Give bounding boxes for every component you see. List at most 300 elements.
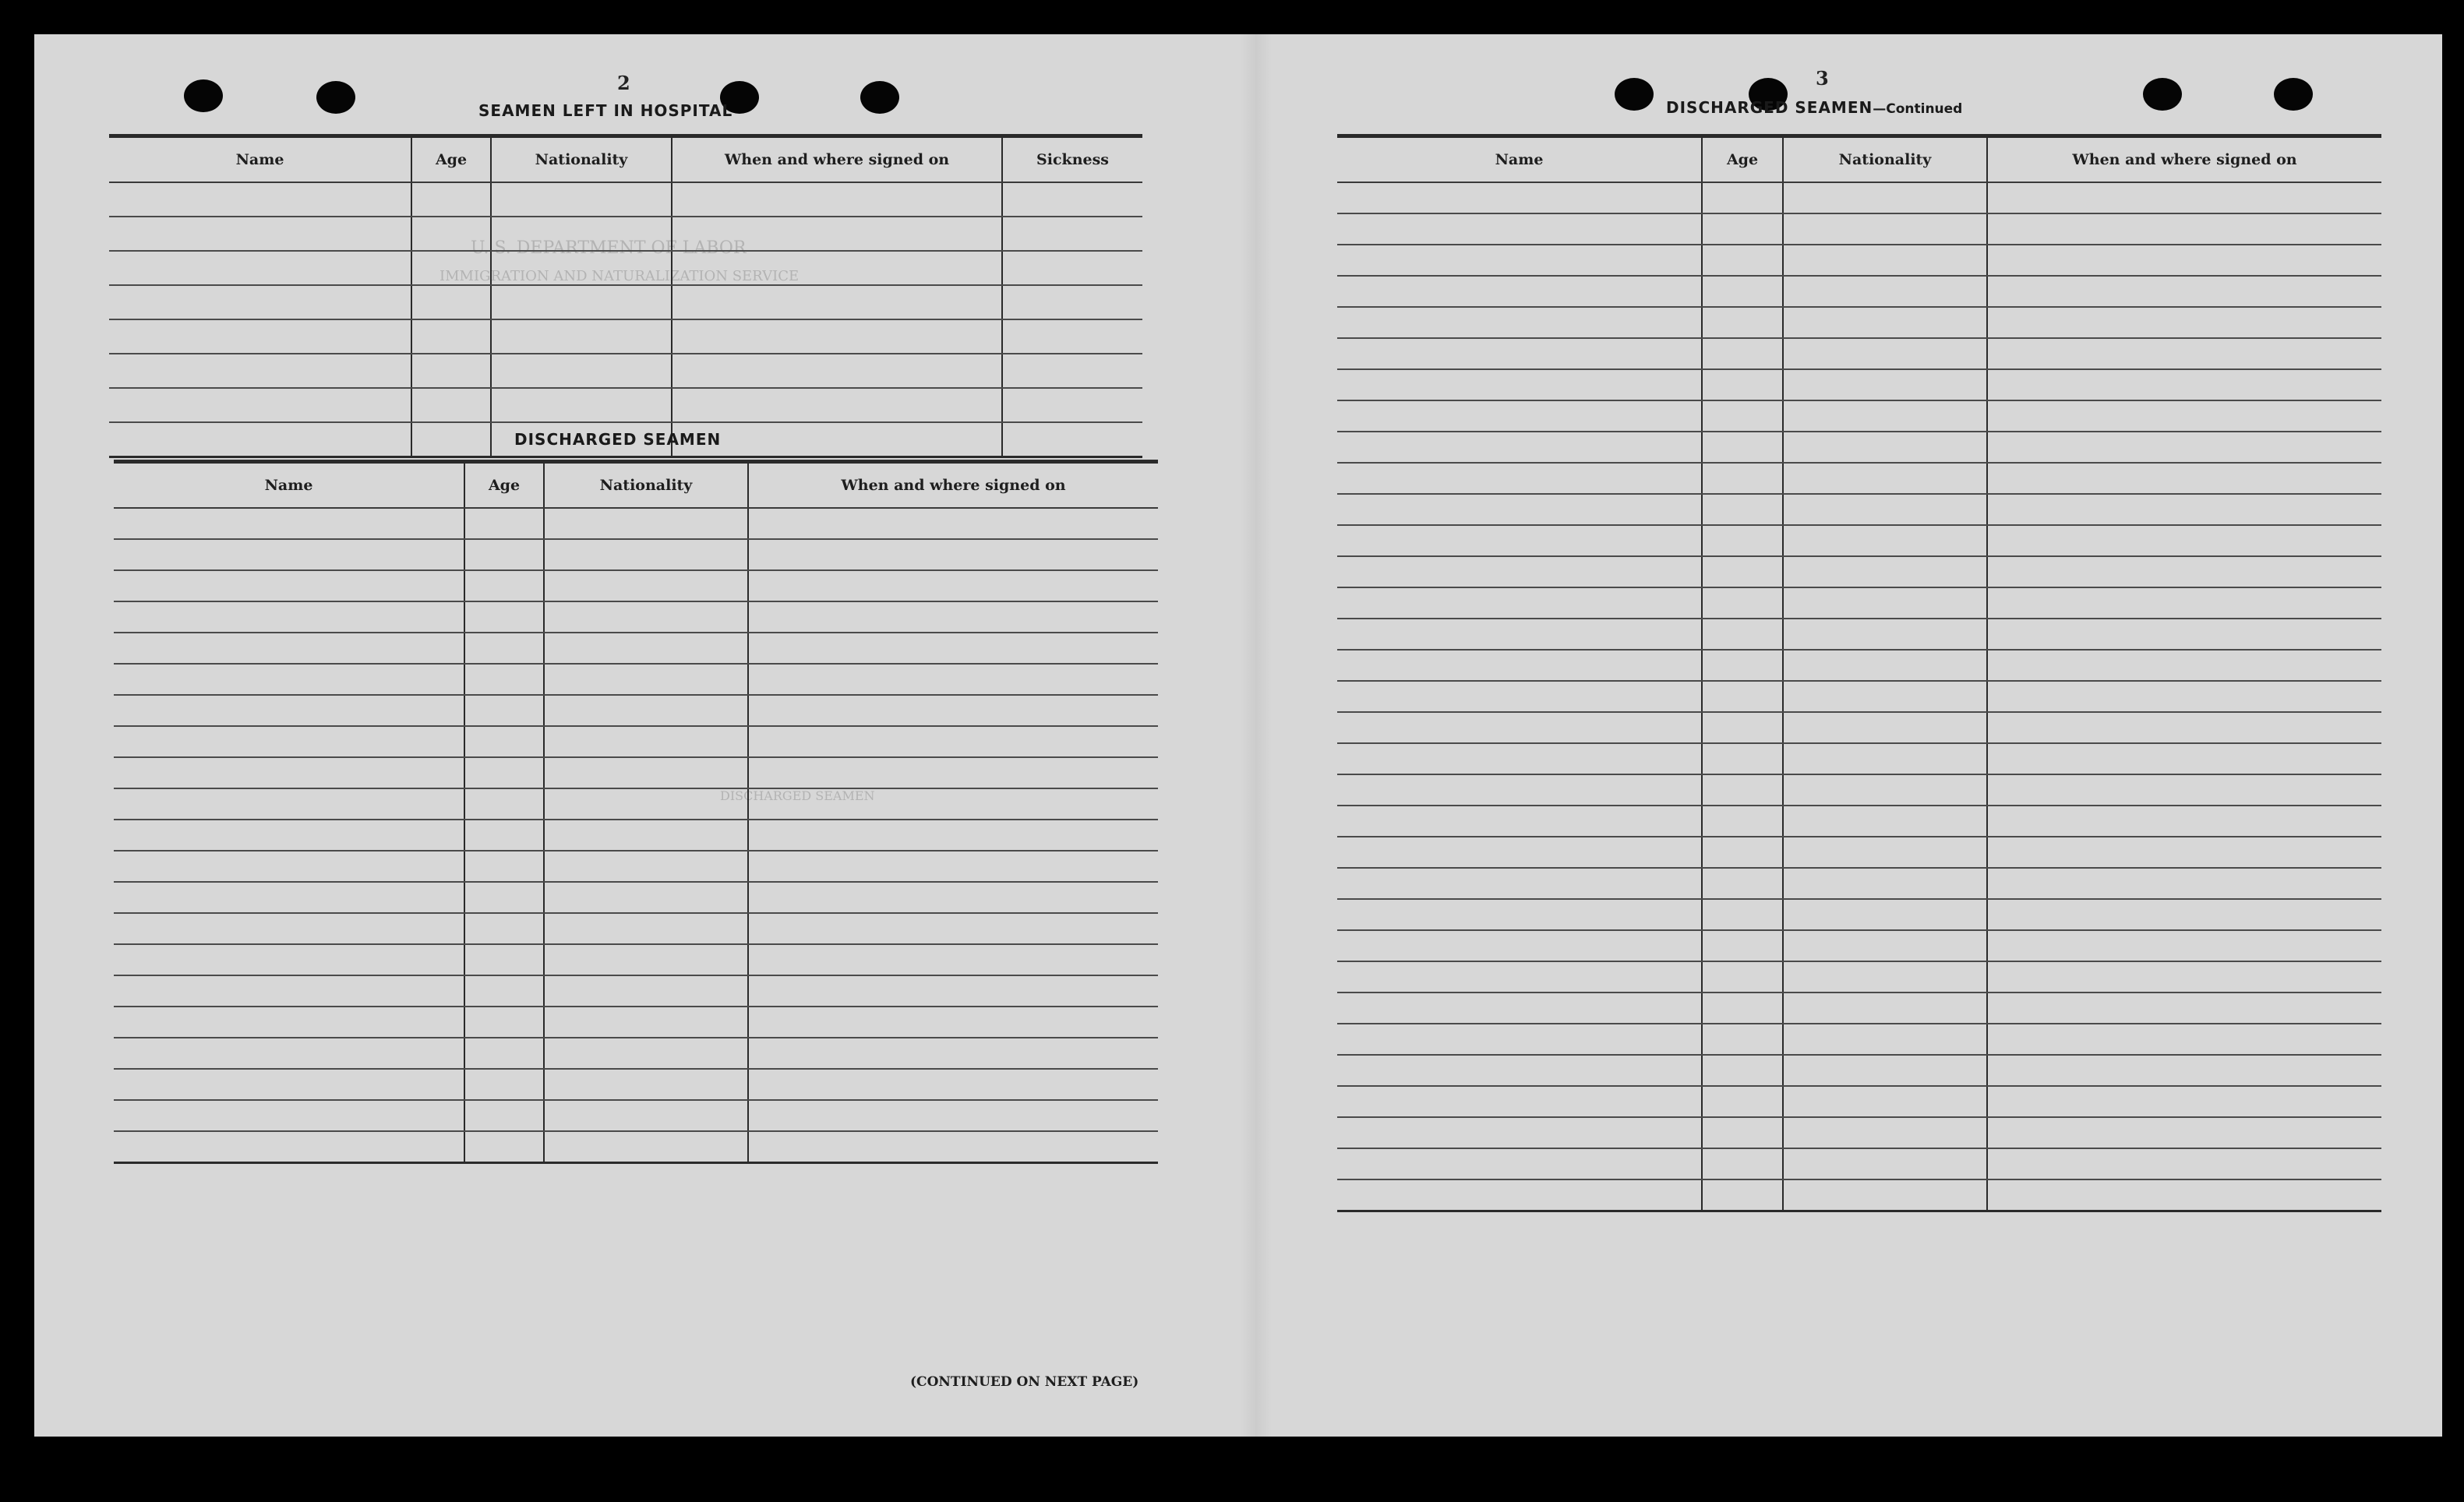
discharged-continued-table-body — [1337, 182, 2381, 1211]
table-row — [114, 1069, 1158, 1100]
table-cell — [1783, 1086, 1987, 1117]
section-title-text: DISCHARGED SEAMEN — [1666, 98, 1873, 117]
table-cell — [544, 726, 748, 757]
table-cell — [1783, 182, 1987, 213]
table-cell — [1702, 1055, 1783, 1086]
table-cell — [1987, 993, 2381, 1024]
table-cell — [464, 695, 544, 726]
table-cell — [672, 388, 1002, 422]
table-cell — [672, 182, 1002, 217]
table-row — [1337, 650, 2381, 681]
table-cell — [672, 251, 1002, 285]
table-cell — [1702, 494, 1783, 525]
table-cell — [1702, 1024, 1783, 1055]
punch-hole — [1615, 78, 1654, 111]
table-row — [1337, 774, 2381, 806]
table-cell — [1337, 587, 1702, 619]
table-cell — [1987, 245, 2381, 276]
table-cell — [1702, 930, 1783, 961]
table-cell — [1702, 712, 1783, 743]
table-cell — [114, 944, 464, 975]
table-cell — [1783, 1179, 1987, 1211]
table-cell — [1783, 245, 1987, 276]
table-cell — [1337, 806, 1702, 837]
table-row — [1337, 1055, 2381, 1086]
table-cell — [464, 1131, 544, 1163]
table-cell — [464, 508, 544, 539]
table-cell — [464, 539, 544, 570]
table-row — [114, 570, 1158, 601]
bleed-through-text: DISCHARGED SEAMEN — [720, 788, 875, 803]
table-cell — [411, 251, 491, 285]
table-cell — [1702, 432, 1783, 463]
table-cell — [1337, 868, 1702, 899]
table-cell — [109, 319, 411, 354]
table-cell — [1783, 213, 1987, 245]
table-row — [1337, 245, 2381, 276]
table-cell — [748, 539, 1158, 570]
table-cell — [1702, 806, 1783, 837]
table-row — [1337, 806, 2381, 837]
table-cell — [748, 508, 1158, 539]
table-cell — [1783, 650, 1987, 681]
table-cell — [1337, 743, 1702, 774]
table-cell — [1702, 961, 1783, 993]
table-cell — [464, 788, 544, 820]
table-cell — [411, 217, 491, 251]
table-cell — [114, 757, 464, 788]
table-cell — [748, 1007, 1158, 1038]
table-row — [109, 182, 1142, 217]
table-cell — [1783, 619, 1987, 650]
table-cell — [411, 388, 491, 422]
table-cell — [464, 1069, 544, 1100]
table-cell — [1002, 319, 1142, 354]
table-cell — [1702, 1179, 1783, 1211]
table-row — [114, 633, 1158, 664]
table-cell — [1337, 1117, 1702, 1148]
table-cell — [464, 851, 544, 882]
table-row — [1337, 556, 2381, 587]
table-row — [1337, 899, 2381, 930]
table-cell — [544, 820, 748, 851]
table-cell — [1702, 213, 1783, 245]
table-cell — [1987, 837, 2381, 868]
table-cell — [1987, 1086, 2381, 1117]
table-row — [114, 601, 1158, 633]
table-cell — [1783, 338, 1987, 369]
table-row — [1337, 463, 2381, 494]
table-cell — [1987, 1117, 2381, 1148]
table-cell — [114, 788, 464, 820]
table-cell — [544, 1131, 748, 1163]
table-cell — [1987, 182, 2381, 213]
table-cell — [1702, 681, 1783, 712]
table-row — [1337, 1179, 2381, 1211]
page-fold — [1241, 34, 1272, 1437]
table-cell — [672, 217, 1002, 251]
table-cell — [748, 726, 1158, 757]
table-cell — [1337, 1086, 1702, 1117]
table-row — [114, 1131, 1158, 1163]
section-title-suffix: —Continued — [1873, 101, 1963, 117]
table-cell — [1783, 1148, 1987, 1179]
table-cell — [1783, 400, 1987, 432]
table-row — [1337, 525, 2381, 556]
punch-hole — [860, 81, 899, 114]
table-cell — [748, 601, 1158, 633]
column-header-signed-on: When and where signed on — [1987, 136, 2381, 183]
table-cell — [1337, 525, 1702, 556]
table-cell — [672, 354, 1002, 388]
table-cell — [748, 1100, 1158, 1131]
table-row — [114, 851, 1158, 882]
table-row — [1337, 307, 2381, 338]
table-cell — [748, 664, 1158, 695]
table-cell — [109, 182, 411, 217]
table-cell — [411, 422, 491, 457]
table-cell — [1783, 432, 1987, 463]
table-row — [109, 285, 1142, 319]
table-cell — [1337, 213, 1702, 245]
table-cell — [464, 633, 544, 664]
table-cell — [1702, 463, 1783, 494]
table-cell — [464, 726, 544, 757]
table-cell — [1337, 961, 1702, 993]
table-row — [1337, 681, 2381, 712]
table-cell — [1337, 307, 1702, 338]
table-cell — [1987, 463, 2381, 494]
bleed-through-text: U. S. DEPARTMENT OF LABOR — [471, 238, 747, 258]
table-cell — [464, 570, 544, 601]
table-cell — [1702, 369, 1783, 400]
table-row — [1337, 338, 2381, 369]
table-row — [114, 695, 1158, 726]
table-row — [1337, 619, 2381, 650]
table-row — [109, 251, 1142, 285]
table-cell — [1337, 369, 1702, 400]
table-row — [1337, 837, 2381, 868]
table-row — [1337, 930, 2381, 961]
table-cell — [1702, 338, 1783, 369]
table-cell — [1783, 556, 1987, 587]
table-cell — [1783, 369, 1987, 400]
table-row — [114, 1100, 1158, 1131]
table-cell — [1783, 307, 1987, 338]
table-row — [109, 354, 1142, 388]
table-cell — [1987, 400, 2381, 432]
table-cell — [544, 944, 748, 975]
table-cell — [1783, 1024, 1987, 1055]
table-cell — [672, 319, 1002, 354]
table-row — [114, 664, 1158, 695]
table-cell — [748, 788, 1158, 820]
table-cell — [1702, 1086, 1783, 1117]
discharged-section-title: DISCHARGED SEAMEN — [514, 430, 722, 449]
table-cell — [114, 1007, 464, 1038]
table-row — [1337, 400, 2381, 432]
table-cell — [491, 354, 672, 388]
table-cell — [1337, 930, 1702, 961]
column-header-age: Age — [411, 136, 491, 183]
table-row — [1337, 993, 2381, 1024]
continued-note: (CONTINUED ON NEXT PAGE) — [910, 1374, 1139, 1390]
table-cell — [1783, 993, 1987, 1024]
table-cell — [748, 1069, 1158, 1100]
table-cell — [1002, 285, 1142, 319]
table-cell — [411, 182, 491, 217]
table-row — [114, 913, 1158, 944]
table-cell — [748, 975, 1158, 1007]
table-cell — [1987, 650, 2381, 681]
table-cell — [1987, 338, 2381, 369]
table-cell — [544, 913, 748, 944]
punch-hole — [2143, 78, 2182, 111]
column-header-nationality: Nationality — [544, 462, 748, 509]
table-cell — [1987, 619, 2381, 650]
table-cell — [672, 422, 1002, 457]
table-cell — [1987, 743, 2381, 774]
table-cell — [114, 726, 464, 757]
table-row — [1337, 494, 2381, 525]
table-cell — [1702, 525, 1783, 556]
table-cell — [748, 913, 1158, 944]
discharged-continued-table — [1337, 134, 2381, 1212]
table-cell — [114, 820, 464, 851]
column-header-age: Age — [1702, 136, 1783, 183]
table-header-row — [114, 462, 1158, 509]
table-cell — [114, 601, 464, 633]
table-cell — [491, 251, 672, 285]
table-row — [109, 388, 1142, 422]
column-header-name: Name — [109, 136, 411, 183]
table-cell — [1702, 993, 1783, 1024]
table-cell — [109, 217, 411, 251]
table-cell — [544, 601, 748, 633]
table-cell — [748, 882, 1158, 913]
table-cell — [1337, 400, 1702, 432]
table-cell — [748, 1131, 1158, 1163]
table-row — [114, 820, 1158, 851]
table-row — [1337, 432, 2381, 463]
table-cell — [748, 851, 1158, 882]
page-number: 3 — [1816, 67, 1829, 90]
table-cell — [114, 508, 464, 539]
table-cell — [1337, 837, 1702, 868]
table-cell — [1337, 619, 1702, 650]
table-cell — [544, 975, 748, 1007]
table-cell — [464, 757, 544, 788]
table-row — [114, 1038, 1158, 1069]
table-cell — [114, 1131, 464, 1163]
table-cell — [544, 882, 748, 913]
table-cell — [114, 882, 464, 913]
table-row — [1337, 276, 2381, 307]
discharged-table — [114, 460, 1158, 1164]
table-cell — [1337, 1179, 1702, 1211]
table-cell — [1987, 930, 2381, 961]
table-cell — [544, 695, 748, 726]
table-cell — [114, 695, 464, 726]
table-cell — [1783, 899, 1987, 930]
table-cell — [748, 570, 1158, 601]
table-cell — [1702, 868, 1783, 899]
table-row — [114, 944, 1158, 975]
table-cell — [109, 388, 411, 422]
table-cell — [1987, 1055, 2381, 1086]
column-header-signed-on: When and where signed on — [672, 136, 1002, 183]
table-row — [1337, 213, 2381, 245]
column-header-sickness: Sickness — [1002, 136, 1142, 183]
table-cell — [1783, 930, 1987, 961]
column-header-nationality: Nationality — [1783, 136, 1987, 183]
table-cell — [1702, 774, 1783, 806]
table-cell — [464, 601, 544, 633]
table-cell — [1987, 213, 2381, 245]
column-header-nationality: Nationality — [491, 136, 672, 183]
table-row — [1337, 587, 2381, 619]
table-cell — [1987, 1024, 2381, 1055]
table-cell — [1987, 494, 2381, 525]
table-cell — [1002, 388, 1142, 422]
table-cell — [1987, 774, 2381, 806]
table-cell — [544, 664, 748, 695]
punch-hole — [316, 81, 355, 114]
table-cell — [1702, 899, 1783, 930]
table-cell — [544, 1100, 748, 1131]
table-cell — [491, 388, 672, 422]
table-cell — [1987, 307, 2381, 338]
table-cell — [109, 251, 411, 285]
table-row — [1337, 182, 2381, 213]
hospital-table — [109, 134, 1142, 458]
table-cell — [1702, 837, 1783, 868]
table-row — [114, 508, 1158, 539]
table-cell — [1702, 245, 1783, 276]
table-cell — [464, 1007, 544, 1038]
table-cell — [1702, 182, 1783, 213]
table-cell — [114, 851, 464, 882]
table-cell — [1783, 681, 1987, 712]
table-cell — [544, 1038, 748, 1069]
table-cell — [1987, 961, 2381, 993]
table-cell — [114, 975, 464, 1007]
table-cell — [1987, 806, 2381, 837]
column-header-age: Age — [464, 462, 544, 509]
table-cell — [1783, 1117, 1987, 1148]
table-cell — [1783, 276, 1987, 307]
table-cell — [109, 354, 411, 388]
table-cell — [464, 1038, 544, 1069]
table-cell — [748, 1038, 1158, 1069]
table-cell — [1783, 494, 1987, 525]
table-row — [114, 726, 1158, 757]
table-cell — [748, 820, 1158, 851]
table-cell — [1987, 587, 2381, 619]
table-cell — [1337, 556, 1702, 587]
table-cell — [1337, 681, 1702, 712]
table-cell — [464, 820, 544, 851]
table-row — [114, 882, 1158, 913]
table-row — [114, 539, 1158, 570]
table-cell — [1337, 245, 1702, 276]
table-cell — [1783, 1055, 1987, 1086]
table-cell — [1002, 251, 1142, 285]
punch-hole — [184, 79, 223, 112]
table-cell — [1987, 276, 2381, 307]
table-cell — [114, 913, 464, 944]
table-cell — [1783, 463, 1987, 494]
table-cell — [114, 570, 464, 601]
table-cell — [1002, 217, 1142, 251]
table-cell — [672, 285, 1002, 319]
table-cell — [1702, 650, 1783, 681]
table-cell — [544, 851, 748, 882]
discharged-continued-title — [1666, 98, 1962, 117]
table-header-row — [1337, 136, 2381, 183]
table-row — [1337, 1024, 2381, 1055]
column-header-name: Name — [1337, 136, 1702, 183]
table-row — [114, 1007, 1158, 1038]
table-cell — [544, 539, 748, 570]
table-cell — [114, 633, 464, 664]
table-cell — [114, 539, 464, 570]
table-cell — [1783, 525, 1987, 556]
table-cell — [1783, 743, 1987, 774]
table-cell — [1337, 1055, 1702, 1086]
table-cell — [1337, 432, 1702, 463]
table-cell — [1783, 961, 1987, 993]
discharged-table-body — [114, 508, 1158, 1163]
column-header-signed-on: When and where signed on — [748, 462, 1158, 509]
table-row — [1337, 1117, 2381, 1148]
table-cell — [1987, 369, 2381, 400]
table-cell — [411, 354, 491, 388]
table-cell — [1702, 276, 1783, 307]
table-cell — [1702, 619, 1783, 650]
table-cell — [1002, 182, 1142, 217]
table-cell — [1987, 868, 2381, 899]
table-cell — [1987, 1179, 2381, 1211]
table-cell — [1987, 556, 2381, 587]
hospital-section-title: SEAMEN LEFT IN HOSPITAL — [478, 101, 733, 120]
table-cell — [1783, 868, 1987, 899]
table-row — [114, 788, 1158, 820]
table-cell — [1337, 993, 1702, 1024]
table-row — [109, 319, 1142, 354]
table-cell — [1002, 422, 1142, 457]
table-cell — [1702, 307, 1783, 338]
table-cell — [1783, 774, 1987, 806]
table-cell — [544, 1069, 748, 1100]
table-cell — [1783, 587, 1987, 619]
table-cell — [411, 285, 491, 319]
table-cell — [1783, 806, 1987, 837]
table-cell — [1337, 338, 1702, 369]
table-cell — [114, 664, 464, 695]
table-cell — [544, 1007, 748, 1038]
table-cell — [544, 757, 748, 788]
table-cell — [1702, 587, 1783, 619]
table-cell — [1337, 650, 1702, 681]
table-cell — [1702, 556, 1783, 587]
table-cell — [109, 422, 411, 457]
table-cell — [1987, 712, 2381, 743]
table-cell — [1702, 743, 1783, 774]
table-cell — [1702, 1117, 1783, 1148]
punch-hole — [2274, 78, 2313, 111]
table-cell — [1783, 712, 1987, 743]
